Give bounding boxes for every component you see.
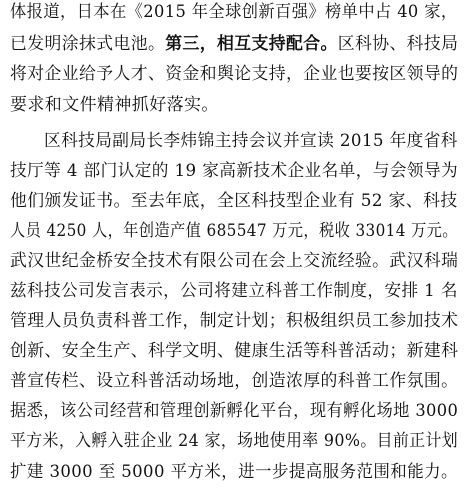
text-segment: 创新、安全生产、科学文明、健康生活等科普活动；新建科 xyxy=(10,341,459,361)
bold-heading: 第三，相互支持配合。 xyxy=(165,34,338,54)
paragraph-first-line xyxy=(44,131,458,151)
text-line xyxy=(10,191,458,211)
text-segment: 要求和文件精神抓好落实。 xyxy=(10,95,219,115)
text-segment: 已发明涂抹式电池。 xyxy=(10,34,166,54)
text-line xyxy=(10,64,458,84)
text-line xyxy=(10,221,458,241)
text-line xyxy=(10,161,458,181)
text-segment: 平方米，入孵入驻企业 24 家，场地使用率 90%。目前正计划 xyxy=(10,431,459,451)
text-line xyxy=(10,371,458,391)
text-segment: 技厅等 4 部门认定的 19 家高新技术企业名单，与会领导为 xyxy=(10,161,459,181)
text-segment: 普宣传栏、设立科普活动场地，创造浓厚的科普工作氛围。 xyxy=(10,371,459,391)
text-line xyxy=(10,311,458,331)
text-line xyxy=(10,281,458,301)
text-line xyxy=(10,341,458,361)
text-segment: 据悉，该公司经营和管理创新孵化平台，现有孵化场地 3000 xyxy=(10,401,459,421)
text-line xyxy=(10,251,458,271)
text-segment: 武汉世纪金桥安全技术有限公司在会上交流经验。武汉科瑞 xyxy=(10,251,459,271)
text-segment: 区科协、科技局 xyxy=(337,34,459,54)
text-segment: 区科技局副局长李炜锦主持会议并宣读 2015 年度省科 xyxy=(44,131,458,151)
text-line xyxy=(10,462,458,482)
text-line xyxy=(10,2,458,22)
text-segment: 兹科技公司发言表示，公司将建立科普工作制度，安排 1 名 xyxy=(10,281,458,301)
text-line xyxy=(10,431,458,451)
text-line xyxy=(10,401,458,421)
text-segment: 他们颁发证书。至去年底，全区科技型企业有 52 家、科技 xyxy=(10,191,458,211)
text-segment: 管理人员负责科普工作，制定计划；积极组织员工参加技术 xyxy=(10,311,459,331)
text-segment: 人员 4250 人，年创造产值 685547 万元，税收 33014 万元。 xyxy=(10,221,458,241)
text-segment: 体报道，日本在《2015 年全球创新百强》榜单中占 40 家， xyxy=(10,2,458,22)
text-segment: 将对企业给予人才、资金和舆论支持，企业也要按区领导的 xyxy=(10,64,459,84)
text-segment: 扩建 3000 至 5000 平方米，进一步提高服务范围和能力。 xyxy=(10,462,458,482)
text-line xyxy=(10,95,219,115)
text-line xyxy=(10,34,458,54)
